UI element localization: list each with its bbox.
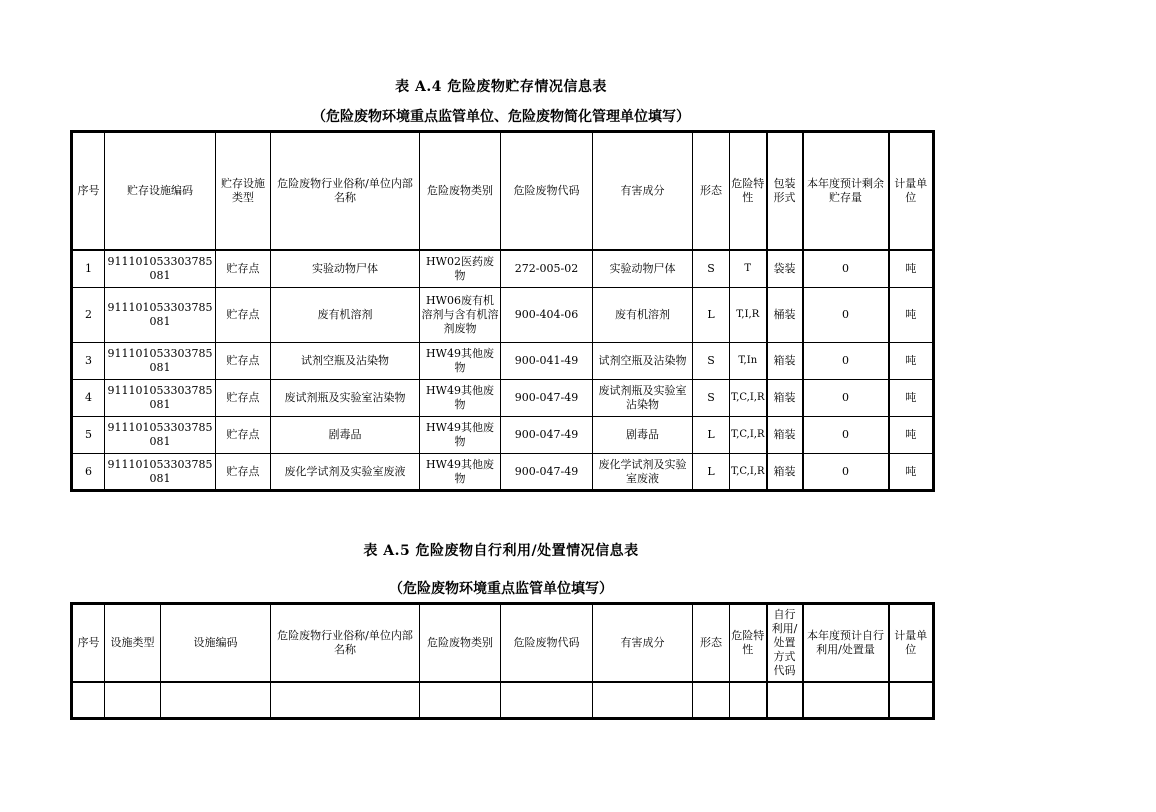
header-cell: 设施类型 — [105, 604, 161, 682]
header-cell: 危险特性 — [730, 604, 767, 682]
cell: HW49其他废物 — [420, 417, 501, 454]
cell: 900-047-49 — [501, 380, 593, 417]
cell — [693, 682, 730, 719]
cell: 废有机溶剂 — [593, 288, 693, 343]
table-a4-subtitle: （危险废物环境重点监管单位、危险废物简化管理单位填写） — [312, 109, 690, 125]
cell — [105, 682, 161, 719]
header-cell: 贮存设施编码 — [105, 132, 216, 250]
cell: 贮存点 — [216, 288, 271, 343]
cell: 911101053303785081 — [105, 417, 216, 454]
header-cell: 危险特性 — [730, 132, 767, 250]
cell: 0 — [803, 288, 889, 343]
cell — [803, 682, 889, 719]
cell: L — [693, 288, 730, 343]
cell: 1 — [72, 250, 105, 288]
cell: 3 — [72, 343, 105, 380]
header-cell: 危险废物代码 — [501, 604, 593, 682]
cell: 0 — [803, 454, 889, 491]
cell: 袋装 — [767, 250, 803, 288]
cell: 0 — [803, 417, 889, 454]
cell: 900-404-06 — [501, 288, 593, 343]
cell: 0 — [803, 343, 889, 380]
table-a4-header-row — [72, 132, 934, 250]
cell: 箱装 — [767, 417, 803, 454]
cell: 废化学试剂及实验室废液 — [593, 454, 693, 491]
cell: 900-047-49 — [501, 454, 593, 491]
cell: 911101053303785081 — [105, 454, 216, 491]
cell — [593, 682, 693, 719]
cell — [767, 682, 803, 719]
cell: 2 — [72, 288, 105, 343]
cell: 贮存点 — [216, 250, 271, 288]
cell: 900-047-49 — [501, 417, 593, 454]
cell: 吨 — [889, 250, 934, 288]
table-row-empty — [72, 682, 934, 719]
cell: 废化学试剂及实验室废液 — [271, 454, 420, 491]
header-cell: 本年度预计自行利用/处置量 — [803, 604, 889, 682]
cell: 试剂空瓶及沾染物 — [593, 343, 693, 380]
cell: 剧毒品 — [271, 417, 420, 454]
table-a5-header-row — [72, 604, 934, 682]
header-cell: 包装形式 — [767, 132, 803, 250]
cell — [271, 682, 420, 719]
cell: T,C,I,R — [730, 454, 767, 491]
table-a4-title: 表 A.4 危险废物贮存情况信息表 — [395, 79, 607, 95]
cell: 箱装 — [767, 454, 803, 491]
cell: 4 — [72, 380, 105, 417]
cell: 900-041-49 — [501, 343, 593, 380]
cell: 剧毒品 — [593, 417, 693, 454]
cell: HW49其他废物 — [420, 454, 501, 491]
cell: 试剂空瓶及沾染物 — [271, 343, 420, 380]
cell: 桶装 — [767, 288, 803, 343]
cell: 贮存点 — [216, 454, 271, 491]
cell: 吨 — [889, 343, 934, 380]
header-cell: 危险废物行业俗称/单位内部名称 — [271, 132, 420, 250]
cell: 吨 — [889, 454, 934, 491]
cell — [889, 682, 934, 719]
cell: 0 — [803, 250, 889, 288]
table-a5-title: 表 A.5 危险废物自行利用/处置情况信息表 — [363, 543, 639, 559]
cell: 911101053303785081 — [105, 343, 216, 380]
cell — [501, 682, 593, 719]
table-row — [72, 380, 934, 417]
table-a5-subtitle: （危险废物环境重点监管单位填写） — [389, 581, 613, 597]
header-cell: 贮存设施类型 — [216, 132, 271, 250]
cell: T,C,I,R — [730, 417, 767, 454]
header-cell: 本年度预计剩余贮存量 — [803, 132, 889, 250]
cell — [730, 682, 767, 719]
cell: 废有机溶剂 — [271, 288, 420, 343]
header-cell: 序号 — [72, 604, 105, 682]
cell: T,I,R — [730, 288, 767, 343]
header-cell: 有害成分 — [593, 604, 693, 682]
header-cell: 危险废物代码 — [501, 132, 593, 250]
header-cell: 自行利用/处置方式代码 — [767, 604, 803, 682]
cell: 911101053303785081 — [105, 250, 216, 288]
cell: 272-005-02 — [501, 250, 593, 288]
table-row — [72, 343, 934, 380]
cell — [161, 682, 271, 719]
header-cell: 计量单位 — [889, 132, 934, 250]
cell: 实验动物尸体 — [593, 250, 693, 288]
header-cell: 危险废物行业俗称/单位内部名称 — [271, 604, 420, 682]
cell: 贮存点 — [216, 380, 271, 417]
table-a4 — [70, 130, 935, 492]
cell: 0 — [803, 380, 889, 417]
table-row — [72, 417, 934, 454]
table-a5 — [70, 602, 935, 720]
header-cell: 设施编码 — [161, 604, 271, 682]
header-cell: 形态 — [693, 132, 730, 250]
cell: HW02医药废物 — [420, 250, 501, 288]
cell: HW49其他废物 — [420, 343, 501, 380]
cell: HW06废有机溶剂与含有机溶剂废物 — [420, 288, 501, 343]
cell: 吨 — [889, 288, 934, 343]
header-cell: 计量单位 — [889, 604, 934, 682]
cell: 箱装 — [767, 380, 803, 417]
cell — [420, 682, 501, 719]
table-row — [72, 454, 934, 491]
cell: L — [693, 454, 730, 491]
cell: 贮存点 — [216, 343, 271, 380]
cell: 废试剂瓶及实验室沾染物 — [593, 380, 693, 417]
cell — [72, 682, 105, 719]
cell: T — [730, 250, 767, 288]
table-row — [72, 288, 934, 343]
cell: 吨 — [889, 417, 934, 454]
header-cell: 危险废物类别 — [420, 132, 501, 250]
cell: 实验动物尸体 — [271, 250, 420, 288]
cell: T,C,I,R — [730, 380, 767, 417]
header-cell: 危险废物类别 — [420, 604, 501, 682]
cell: 废试剂瓶及实验室沾染物 — [271, 380, 420, 417]
cell: 箱装 — [767, 343, 803, 380]
cell: 911101053303785081 — [105, 380, 216, 417]
cell: 911101053303785081 — [105, 288, 216, 343]
cell: S — [693, 250, 730, 288]
cell: 吨 — [889, 380, 934, 417]
cell: 5 — [72, 417, 105, 454]
cell: T,In — [730, 343, 767, 380]
cell: S — [693, 380, 730, 417]
table-row — [72, 250, 934, 288]
header-cell: 有害成分 — [593, 132, 693, 250]
cell: S — [693, 343, 730, 380]
header-cell: 序号 — [72, 132, 105, 250]
cell: 贮存点 — [216, 417, 271, 454]
header-cell: 形态 — [693, 604, 730, 682]
cell: HW49其他废物 — [420, 380, 501, 417]
cell: 6 — [72, 454, 105, 491]
cell: L — [693, 417, 730, 454]
